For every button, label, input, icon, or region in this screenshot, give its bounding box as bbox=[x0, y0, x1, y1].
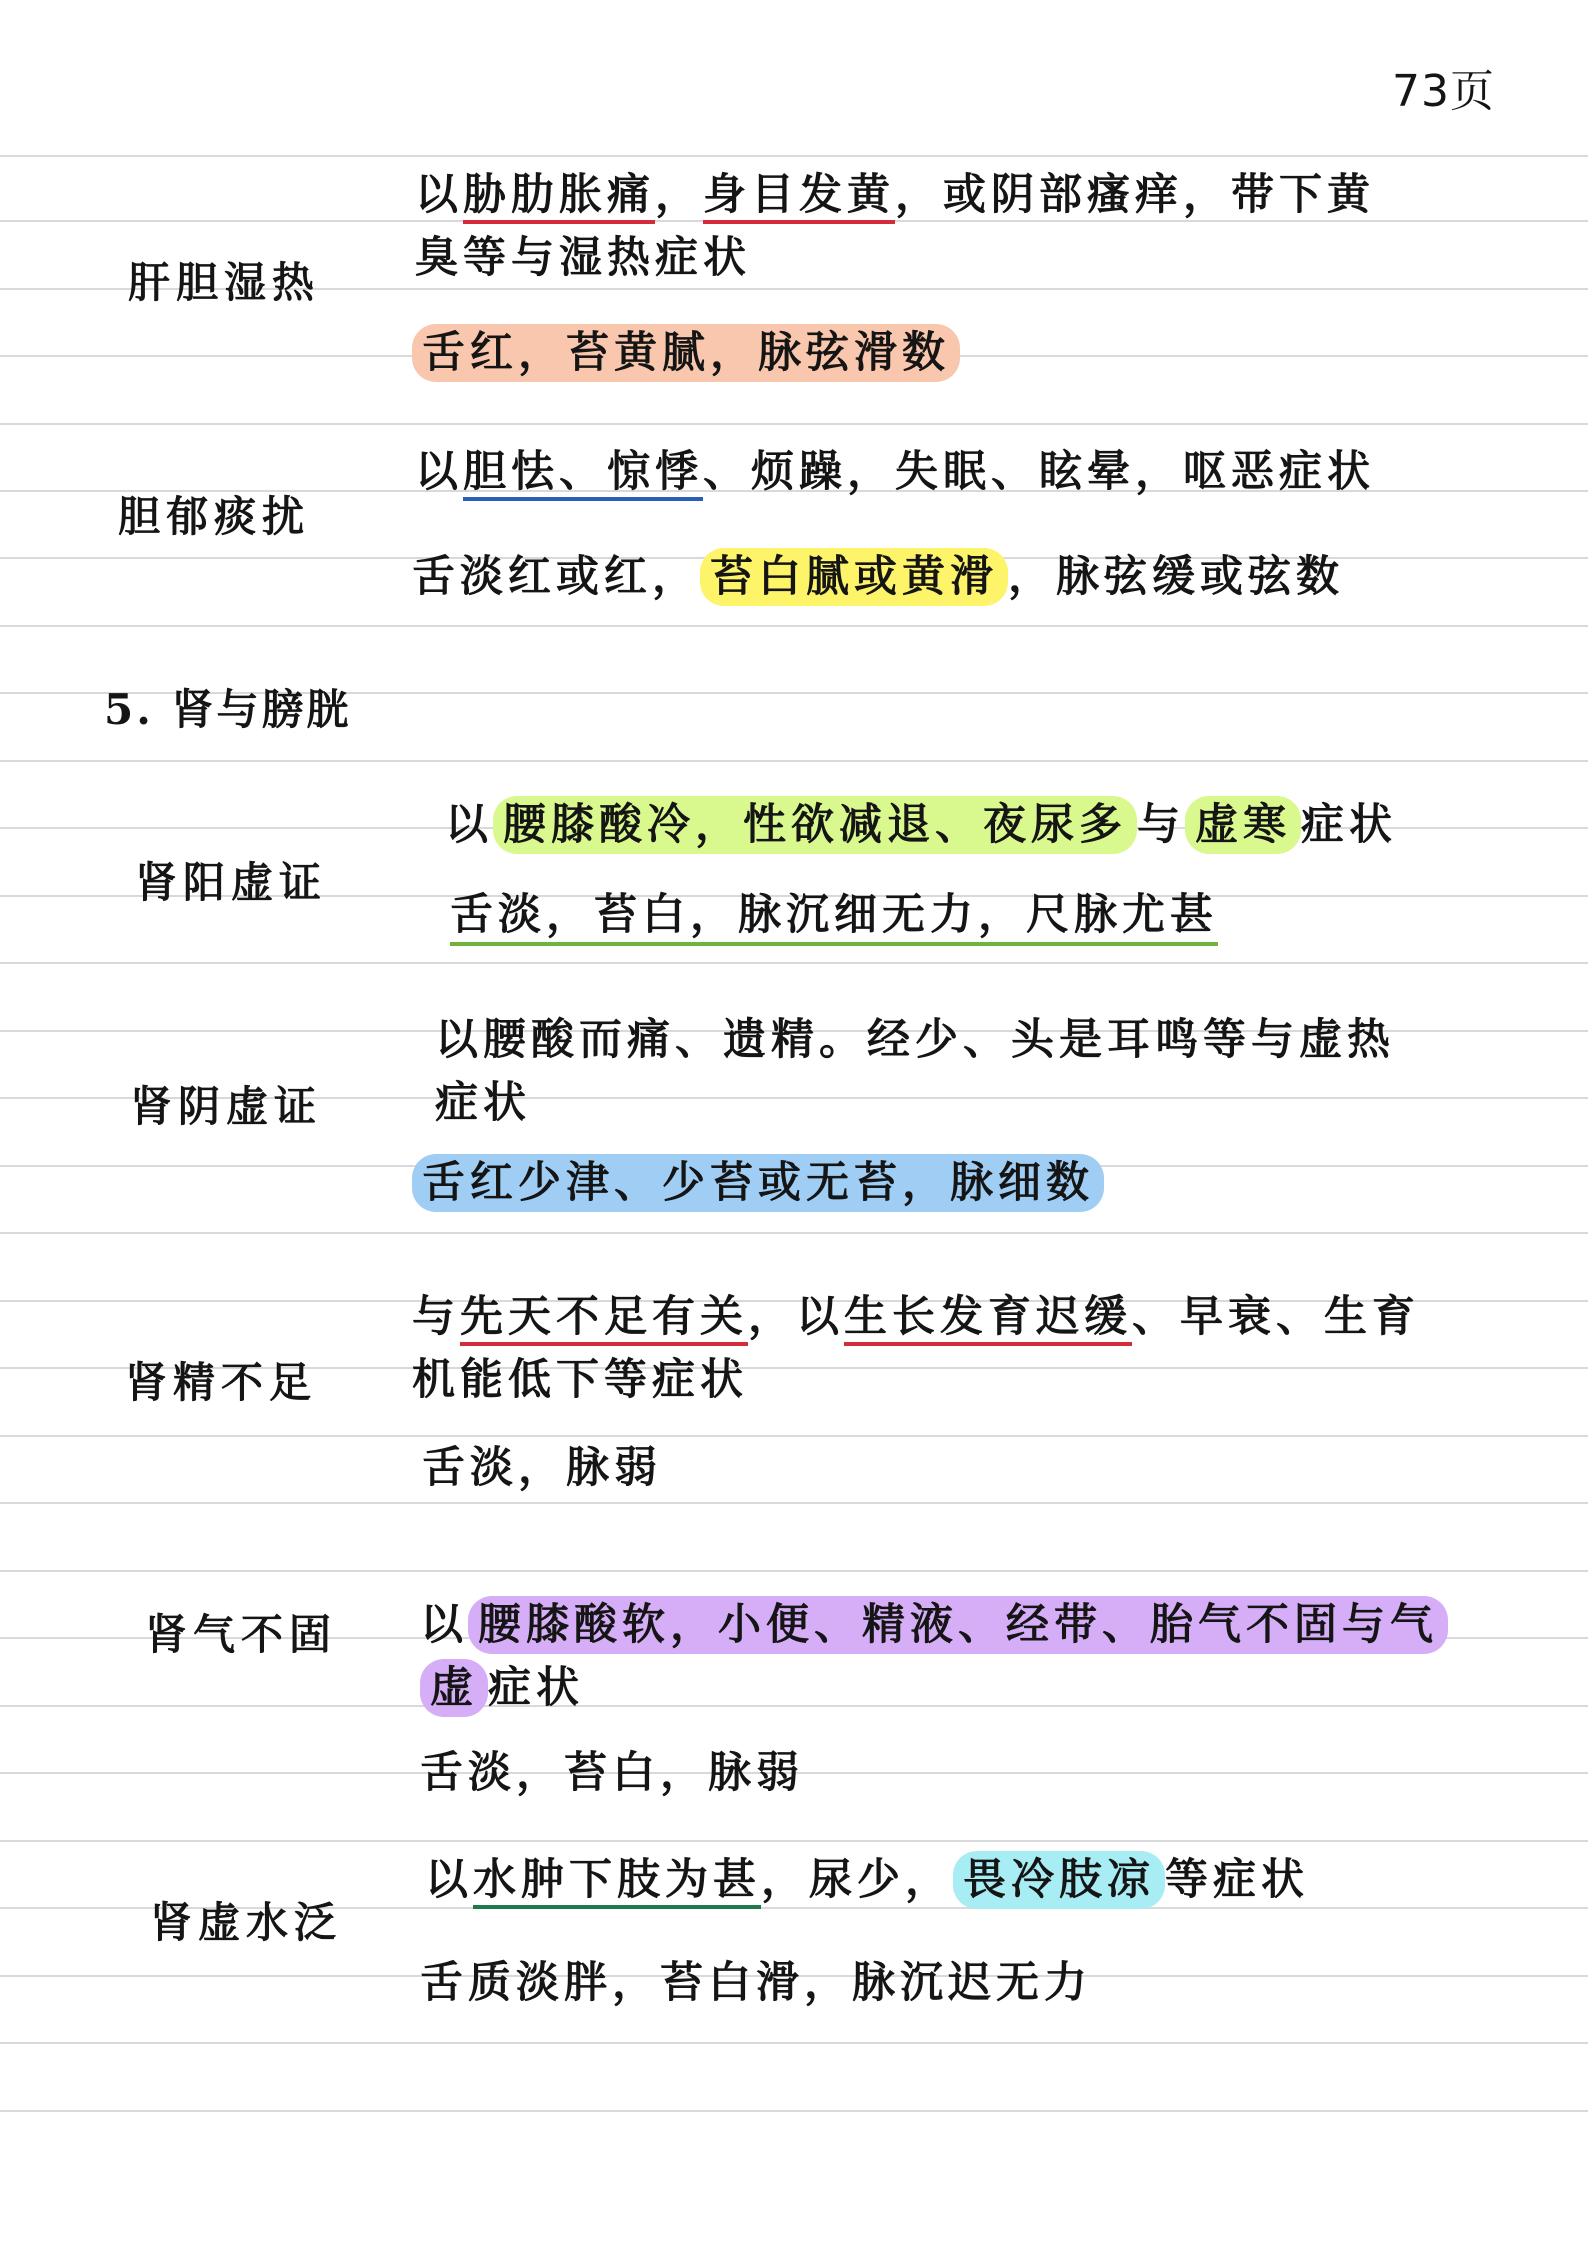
ruled-line bbox=[0, 1232, 1588, 1234]
text: 以 bbox=[425, 1855, 473, 1905]
text: ，尿少， bbox=[761, 1855, 953, 1905]
highlight-purple: 腰膝酸软，小便、精液、经带、胎气不固与气 bbox=[468, 1596, 1448, 1654]
tongue-pulse-gandan bbox=[412, 328, 960, 380]
text: 以 bbox=[415, 447, 463, 497]
symptom-line-shenqi-2 bbox=[420, 1663, 584, 1715]
syndrome-label-gandan: 肝胆湿热 bbox=[128, 258, 321, 307]
syndrome-label-shenxu: 肾虚水泛 bbox=[150, 1898, 343, 1947]
text: 以 bbox=[445, 800, 493, 850]
highlight-blue: 舌红少津、少苔或无苔，脉细数 bbox=[412, 1154, 1104, 1212]
tongue-pulse-shenjing: 舌淡，脉弱 bbox=[422, 1443, 662, 1493]
highlight-purple: 虚 bbox=[420, 1659, 488, 1717]
text: 以 bbox=[415, 170, 463, 220]
ruled-line bbox=[0, 1840, 1588, 1842]
text: 、早衰、生育 bbox=[1132, 1292, 1420, 1342]
text: ， bbox=[655, 170, 703, 220]
ruled-line bbox=[0, 155, 1588, 157]
ruled-line bbox=[0, 2110, 1588, 2112]
ruled-line bbox=[0, 1502, 1588, 1504]
ruled-line bbox=[0, 962, 1588, 964]
ruled-line bbox=[0, 1435, 1588, 1437]
tongue-pulse-shenxu: 舌质淡胖，苔白滑，脉沉迟无力 bbox=[420, 1958, 1092, 2008]
ruled-line bbox=[0, 625, 1588, 627]
symptom-line-shenjing-2: 机能低下等症状 bbox=[412, 1355, 748, 1405]
underline-blue: 胆怯、惊悸 bbox=[463, 447, 703, 501]
ruled-line bbox=[0, 1705, 1588, 1707]
text: 症状 bbox=[1301, 800, 1397, 850]
symptom-line-danyu bbox=[415, 447, 1375, 499]
highlight-orange: 舌红，苔黄腻，脉弦滑数 bbox=[412, 324, 960, 382]
tongue-pulse-shenyin bbox=[412, 1158, 1104, 1210]
syndrome-label-danyu: 胆郁痰扰 bbox=[118, 492, 311, 541]
underline-red: 身目发黄 bbox=[703, 170, 895, 224]
tongue-pulse-danyu bbox=[412, 552, 1344, 604]
text: 与 bbox=[1137, 800, 1185, 850]
symptom-line-shenqi-1 bbox=[420, 1600, 1448, 1652]
ruled-line bbox=[0, 2042, 1588, 2044]
symptom-line-shenjing-1 bbox=[412, 1292, 1420, 1344]
symptom-line-shenxu bbox=[425, 1855, 1309, 1907]
text: 等症状 bbox=[1165, 1855, 1309, 1905]
symptom-line-shenyin-1: 以腰酸而痛、遗精。经少、头是耳鸣等与虚热 bbox=[435, 1015, 1395, 1065]
tongue-pulse-shenqi: 舌淡，苔白，脉弱 bbox=[420, 1748, 804, 1798]
syndrome-label-shenyin: 肾阴虚证 bbox=[130, 1082, 323, 1131]
syndrome-label-shenyang: 肾阳虚证 bbox=[135, 858, 328, 907]
symptom-line-gandan-1 bbox=[415, 170, 1375, 222]
page-number: 73页 bbox=[1392, 66, 1495, 117]
syndrome-label-shenjing: 肾精不足 bbox=[125, 1358, 318, 1407]
text: ，脉弦缓或弦数 bbox=[1008, 552, 1344, 602]
underline-red: 生长发育迟缓 bbox=[844, 1292, 1132, 1346]
syndrome-label-shenqi: 肾气不固 bbox=[145, 1610, 338, 1659]
underline-red: 胁肋胀痛 bbox=[463, 170, 655, 224]
text: 症状 bbox=[488, 1663, 584, 1713]
text: 舌淡红或红， bbox=[412, 552, 700, 602]
symptom-line-gandan-2: 臭等与湿热症状 bbox=[415, 233, 751, 283]
underline-green: 水肿下肢为甚 bbox=[473, 1855, 761, 1909]
text: ，或阴部瘙痒，带下黄 bbox=[895, 170, 1375, 220]
underline-lime: 舌淡，苔白，脉沉细无力，尺脉尤甚 bbox=[450, 890, 1218, 946]
tongue-pulse-shenyang bbox=[450, 890, 1218, 942]
ruled-line bbox=[0, 760, 1588, 762]
highlight-lime: 虚寒 bbox=[1185, 796, 1301, 854]
text: 、烦躁，失眠、眩晕，呕恶症状 bbox=[703, 447, 1375, 497]
symptom-line-shenyang bbox=[445, 800, 1397, 852]
highlight-yellow: 苔白腻或黄滑 bbox=[700, 548, 1008, 606]
ruled-line bbox=[0, 423, 1588, 425]
ruled-line bbox=[0, 1570, 1588, 1572]
text: 与 bbox=[412, 1292, 460, 1342]
text: 以 bbox=[420, 1600, 468, 1650]
section-heading: 5. 肾与膀胱 bbox=[104, 685, 352, 734]
symptom-line-shenyin-2: 症状 bbox=[435, 1078, 531, 1128]
highlight-cyan: 畏冷肢凉 bbox=[953, 1851, 1165, 1909]
text: ，以 bbox=[748, 1292, 844, 1342]
highlight-lime: 腰膝酸冷，性欲减退、夜尿多 bbox=[493, 796, 1137, 854]
underline-red: 先天不足有关 bbox=[460, 1292, 748, 1346]
